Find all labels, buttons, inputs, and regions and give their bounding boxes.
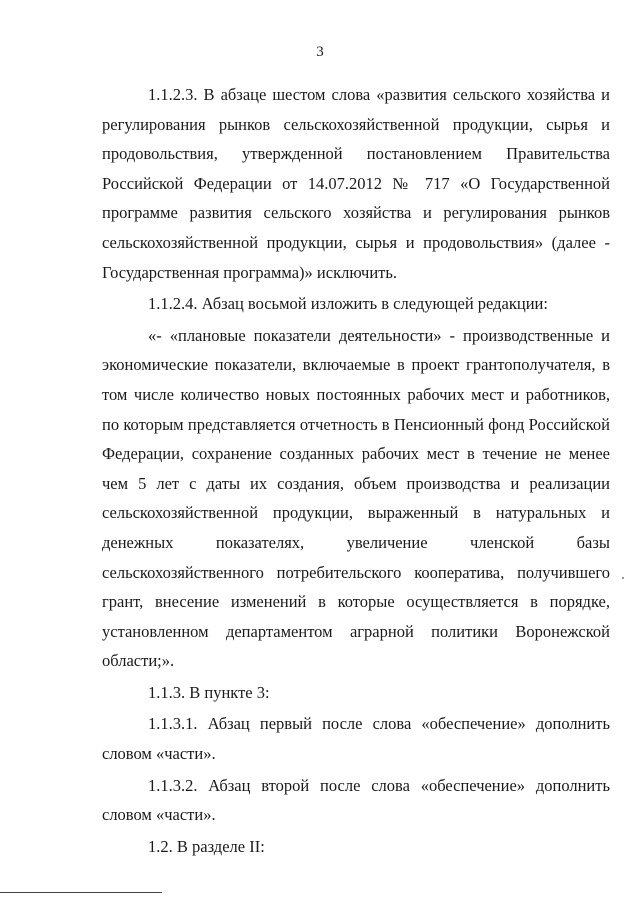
- paragraph-1-1-3: 1.1.3. В пункте 3:: [148, 682, 270, 702]
- paragraph-1-1-3-2: 1.1.3.2. Абзац второй после слова «обеспечение» дополнить словом «части».: [102, 775, 610, 825]
- scan-artifact: [622, 577, 624, 579]
- document-body: [102, 80, 610, 861]
- paragraph-1-2: 1.2. В разделе II:: [148, 836, 265, 856]
- paragraph-definition-quote: «- «плановые показатели деятельности» - производственные и экономические показатели, включаемые в проект грантополучателя, в том числе количество новых постоянных рабочих мест и работников, по которым представляется отчетность в Пенсионный фонд Российской Федерации, сохранение созданных рабочих мест в течение не менее чем 5 лет с даты их создания, объем производства и реализации сельскохозяйственной продукции, выраженный в натуральных и денежных показателях, увеличение членской базы сельскохозяйственного потребительского кооператива, получившего грант, внесение изменений в которые осуществляется в порядке, установленном департаментом аграрной политики Воронежской области;».: [102, 325, 610, 671]
- paragraph-1-1-3-1: 1.1.3.1. Абзац первый после слова «обеспечение» дополнить словом «части».: [102, 714, 610, 764]
- paragraph-1-1-2-3: 1.1.2.3. В абзаце шестом слова «развития сельского хозяйства и регулирования рынков сельскохозяйственной продукции, сырья и продовольствия, утвержденной постановлением Правительства Российской Федерации от 14.07.2012 № 717 «О Государственной программе развития сельского хозяйства и регулирования рынков сельскохозяйственной продукции, сырья и продовольствия» (далее - Государственная программа)» исключить.: [102, 85, 610, 282]
- bottom-rule: [0, 892, 162, 893]
- paragraph-1-1-2-4: 1.1.2.4. Абзац восьмой изложить в следующей редакции:: [148, 294, 548, 314]
- page-number: 3: [316, 44, 324, 60]
